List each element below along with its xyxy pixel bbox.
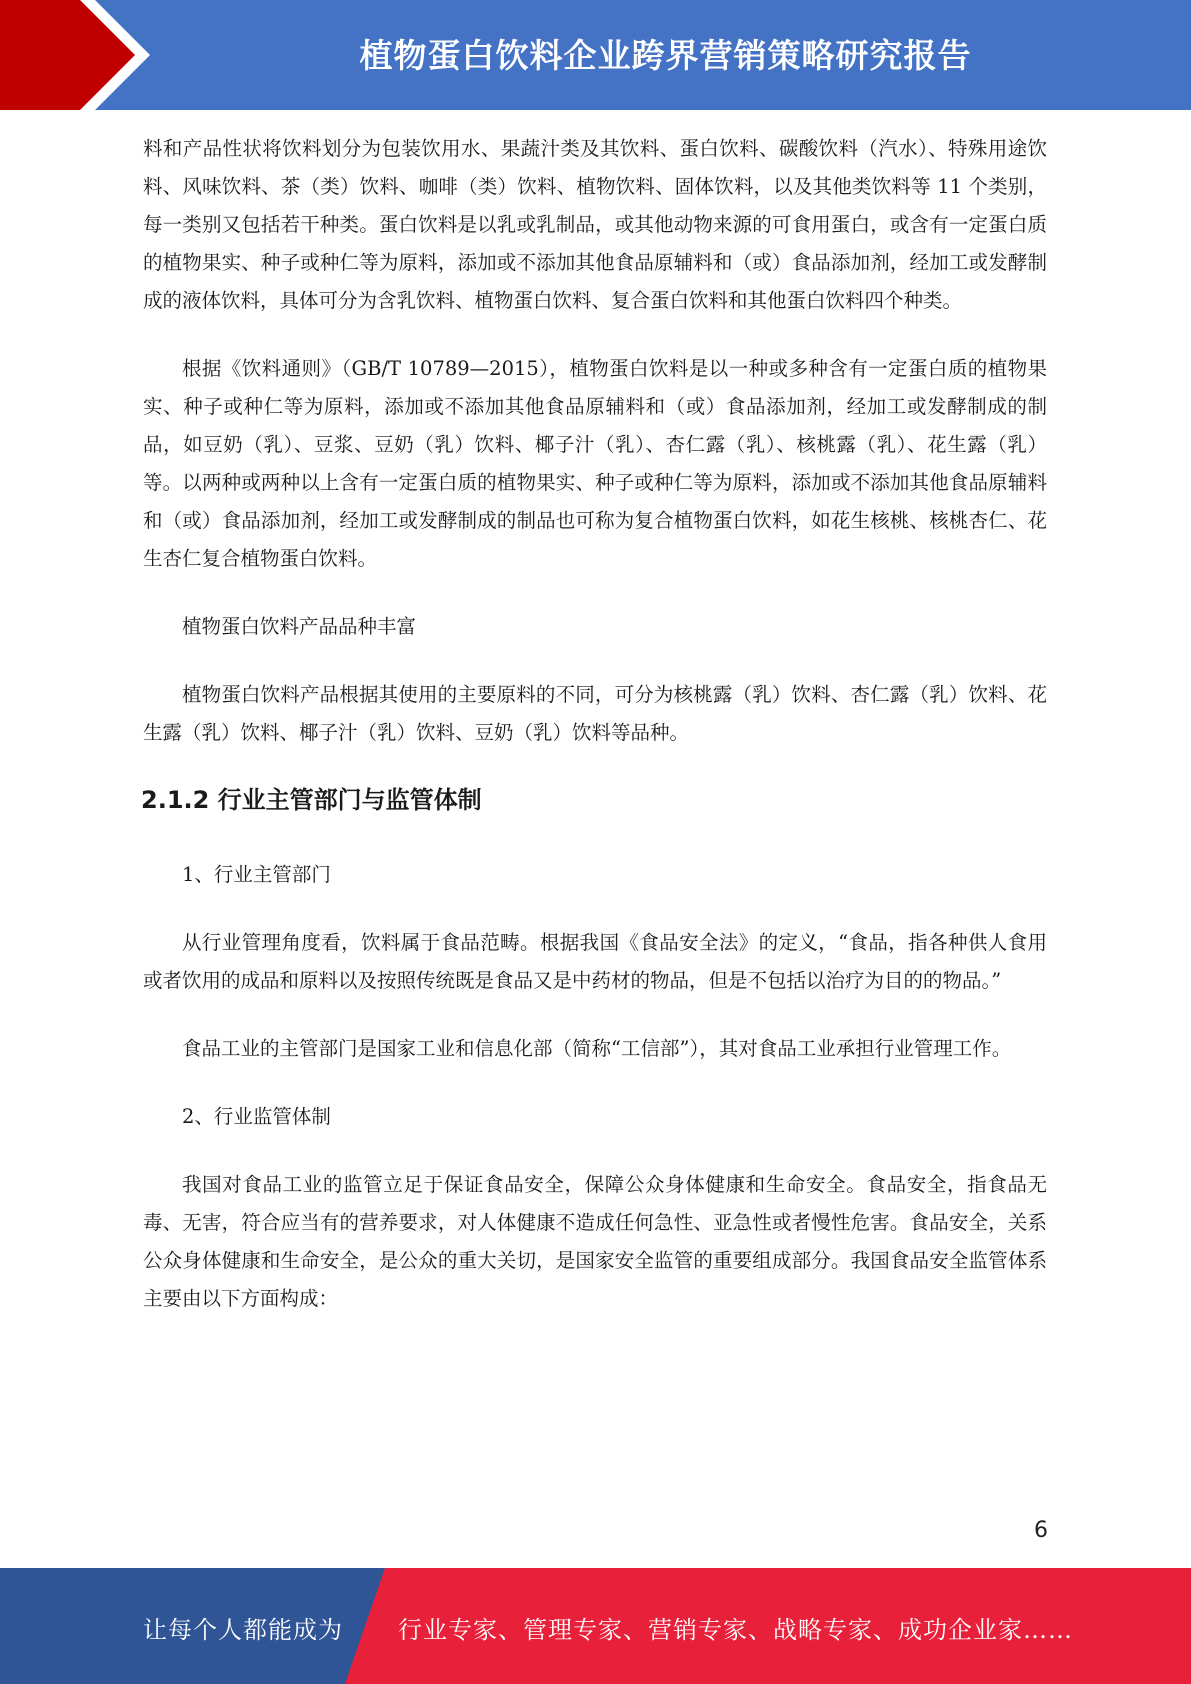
paragraph: 食品工业的主管部门是国家工业和信息化部（简称“工信部”），其对食品工业承担行业管理工作。 [182, 1037, 1012, 1060]
page-content [143, 130, 1047, 1348]
header-chevron-icon [0, 0, 160, 110]
paragraph: 从行业管理角度看，饮料属于食品范畴。根据我国《食品安全法》的定义，“食品，指各种供人食用或者饮用的成品和原料以及按照传统既是食品又是中药材的物品，但是不包括以治疗为目的的物品。” [143, 931, 1047, 992]
paragraph: 2、行业监管体制 [182, 1105, 331, 1128]
paragraph: 植物蛋白饮料产品品种丰富 [182, 615, 417, 638]
footer-slogan-right: 行业专家、管理专家、营销专家、战略专家、成功企业家…… [398, 1616, 1073, 1644]
paragraph: 1、行业主管部门 [182, 863, 331, 886]
page-number: 6 [1034, 1518, 1048, 1543]
paragraph: 根据《饮料通则》（GB/T 10789—2015），植物蛋白饮料是以一种或多种含有一定蛋白质的植物果实、种子或种仁等为原料，添加或不添加其他食品原辅料和（或）食品添加剂，经加工或发酵制成的制品，如豆奶（乳）、豆浆、豆奶（乳）饮料、椰子汁（乳）、杏仁露（乳）、核桃露（乳）、花生露（乳）等。以两种或两种以上含有一定蛋白质的植物果实、种子或种仁等为原料，添加或不添加其他食品原辅料和（或）食品添加剂，经加工或发酵制成的制品也可称为复合植物蛋白饮料，如花生核桃、核桃杏仁、花生杏仁复合植物蛋白饮料。 [143, 357, 1047, 570]
page-footer-banner [0, 1568, 1191, 1684]
paragraph: 料和产品性状将饮料划分为包装饮用水、果蔬汁类及其饮料、蛋白饮料、碳酸饮料（汽水）、特殊用途饮料、风味饮料、茶（类）饮料、咖啡（类）饮料、植物饮料、固体饮料，以及其他类饮料等 11 个类别，每一类别又包括若干种类。蛋白饮料是以乳或乳制品，或其他动物来源的可食用蛋白，或含有一定蛋白质的植物果实、种子或种仁等为原料，添加或不添加其他食品原辅料和（或）食品添加剂，经加工或发酵制成的液体饮料，具体可分为含乳饮料、植物蛋白饮料、复合蛋白饮料和其他蛋白饮料四个种类。 [143, 137, 1047, 312]
page-header-bar [0, 0, 1191, 110]
paragraph: 我国对食品工业的监管立足于保证食品安全，保障公众身体健康和生命安全。食品安全，指食品无毒、无害，符合应当有的营养要求，对人体健康不造成任何急性、亚急性或者慢性危害。食品安全，关系公众身体健康和生命安全，是公众的重大关切，是国家安全监管的重要组成部分。我国食品安全监管体系主要由以下方面构成： [143, 1173, 1047, 1310]
footer-slogan-left: 让每个人都能成为 [143, 1616, 343, 1644]
section-heading: 2.1.2 行业主管部门与监管体制 [141, 786, 482, 814]
paragraph: 植物蛋白饮料产品根据其使用的主要原料的不同，可分为核桃露（乳）饮料、杏仁露（乳）饮料、花生露（乳）饮料、椰子汁（乳）饮料、豆奶（乳）饮料等品种。 [143, 683, 1047, 744]
document-title: 植物蛋白饮料企业跨界营销策略研究报告 [359, 36, 972, 75]
